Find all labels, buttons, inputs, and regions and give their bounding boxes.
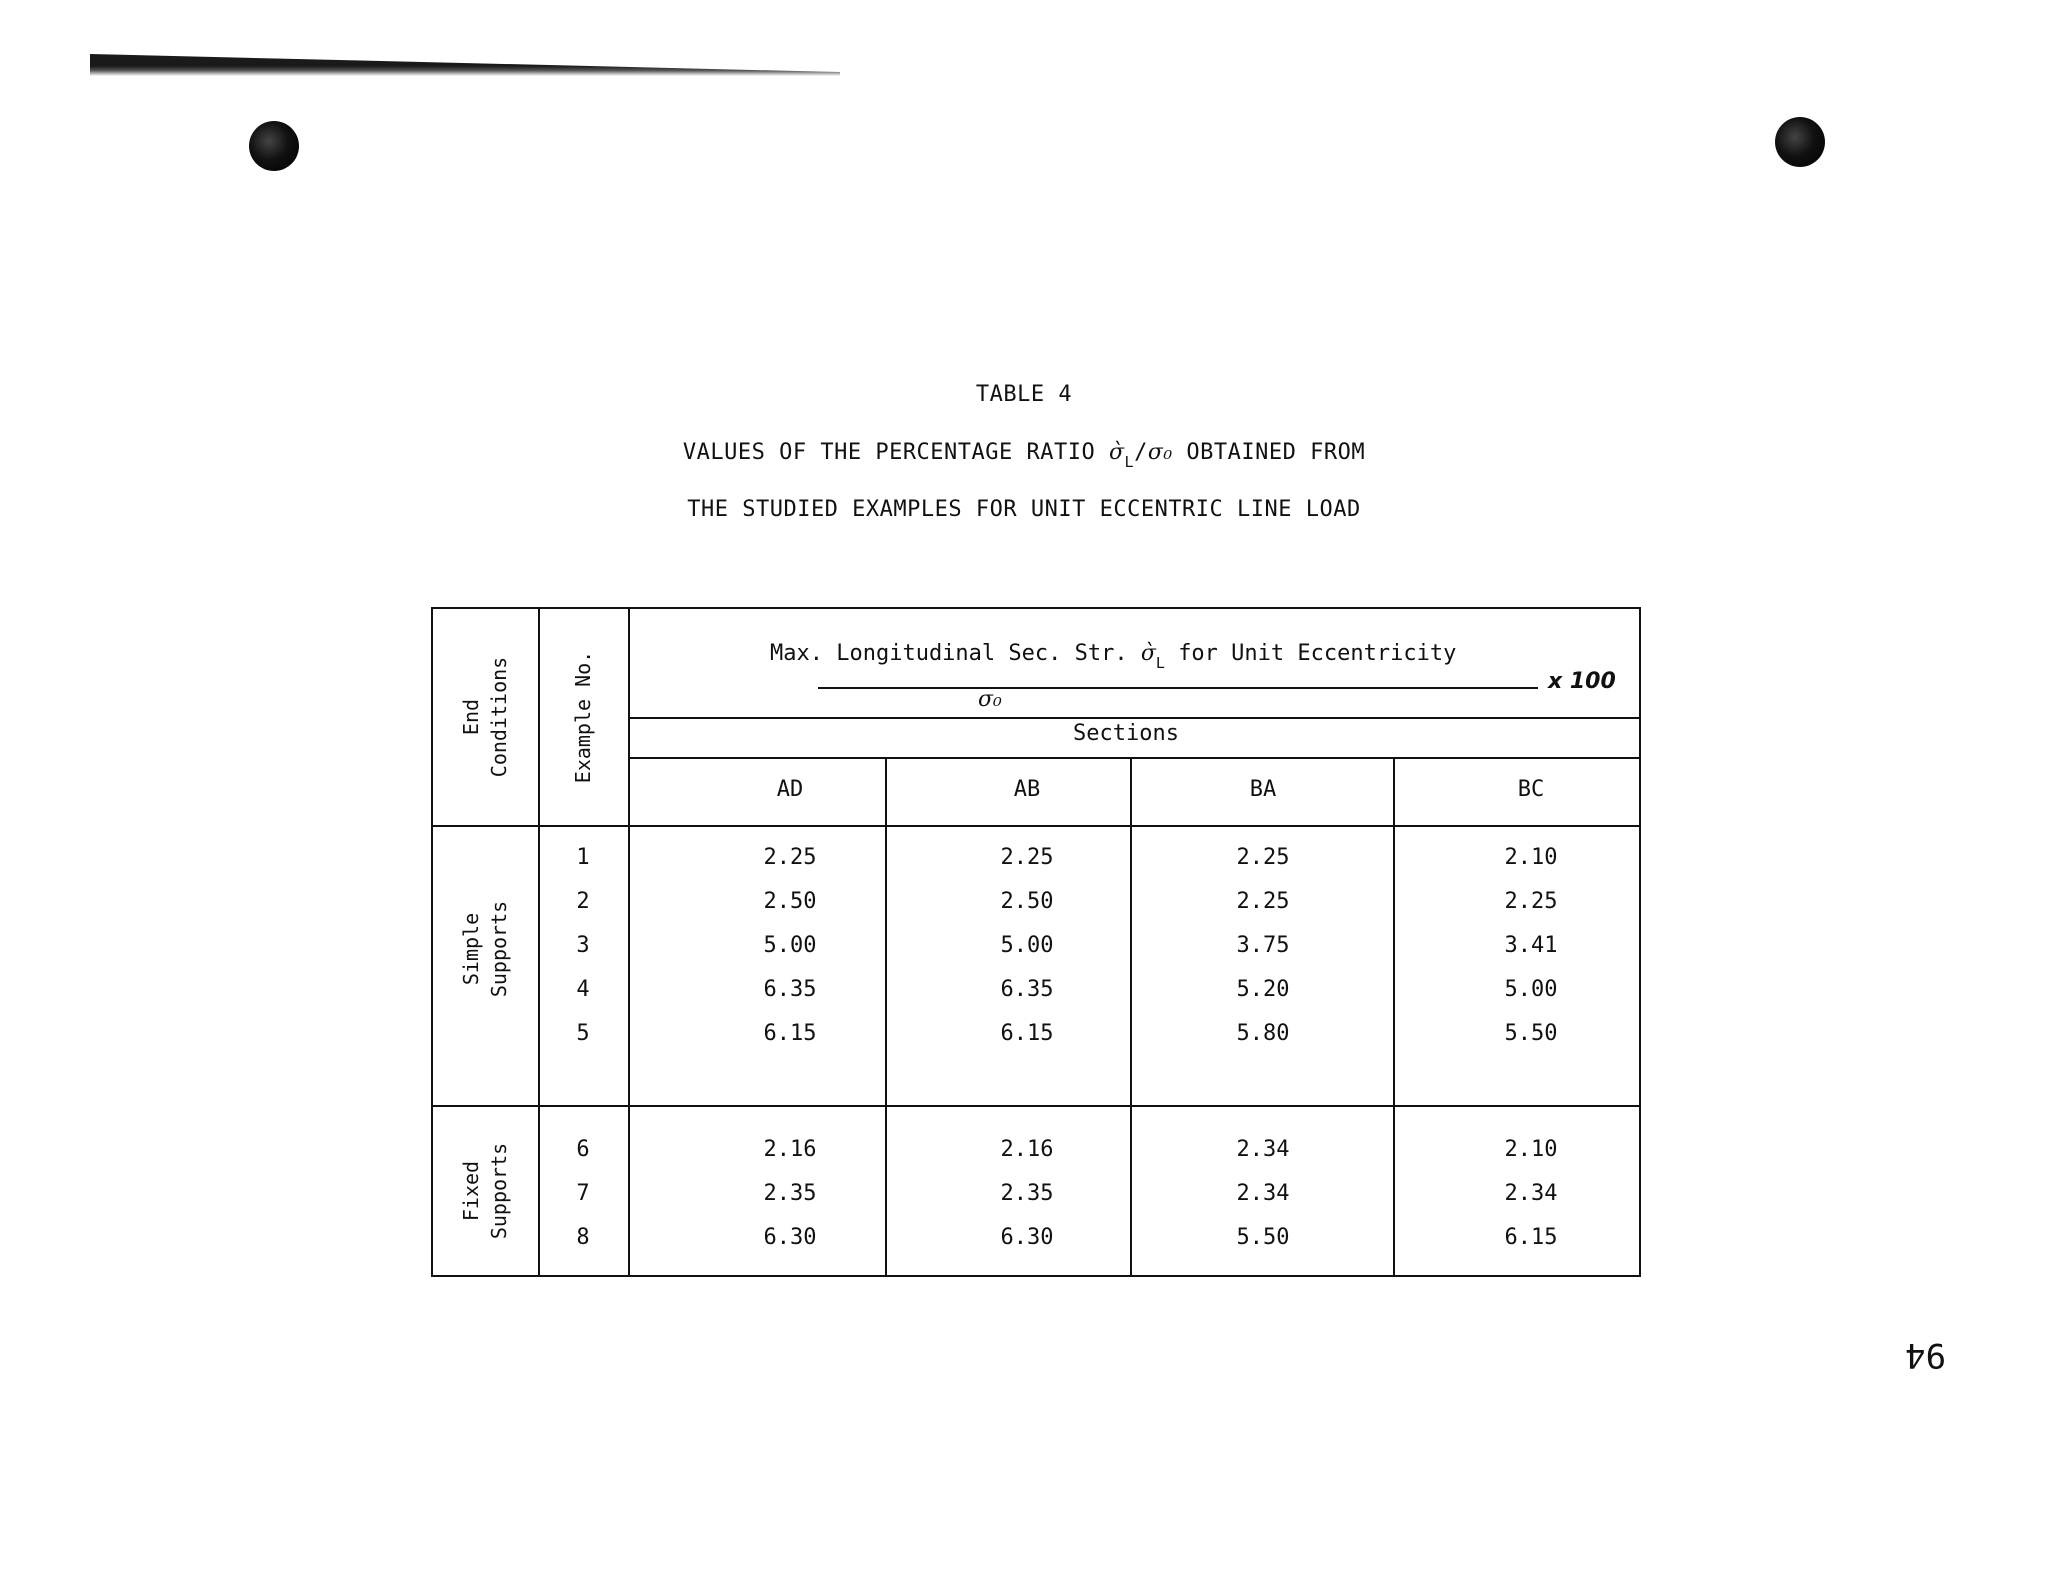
table-cell: 2.25 <box>1236 889 1290 914</box>
header-end-conditions <box>457 657 513 777</box>
table-title-line-2: THE STUDIED EXAMPLES FOR UNIT ECCENTRIC LINE LOAD <box>687 497 1361 522</box>
title-text-pre: VALUES OF THE PERCENTAGE RATIO <box>682 440 1096 465</box>
table-cell: 5.00 <box>763 933 817 958</box>
ratio-slash: / <box>1134 440 1148 465</box>
table-cell: 5.80 <box>1236 1021 1290 1046</box>
formula-multiplier: x 100 <box>1548 669 1616 694</box>
section-header-ab: AB <box>1013 777 1041 802</box>
table-cell: 2.34 <box>1504 1181 1558 1206</box>
formula-sigma: σ̀ <box>1140 641 1156 666</box>
table-cell: 2.16 <box>763 1137 817 1162</box>
formula-post: for Unit Eccentricity <box>1178 641 1457 666</box>
formula-denominator: σ₀ <box>978 687 1002 712</box>
table-cell: 2.10 <box>1504 845 1558 870</box>
group-label: Simple Supports <box>459 900 511 998</box>
table-cell: 2.50 <box>763 889 817 914</box>
table-cell: 5.50 <box>1504 1021 1558 1046</box>
section-header-bc: BC <box>1517 777 1545 802</box>
table-label: TABLE 4 <box>975 382 1073 407</box>
group-fixed-supports <box>457 1143 513 1239</box>
col-divider <box>1130 757 1132 1275</box>
table-cell: 2.25 <box>1504 889 1558 914</box>
table-cell: 5.50 <box>1236 1225 1290 1250</box>
example-number: 1 <box>576 845 590 870</box>
sections-label: Sections <box>1073 721 1179 746</box>
table-cell: 5.00 <box>1000 933 1054 958</box>
col-divider <box>538 609 540 1275</box>
punch-hole-right <box>1775 117 1825 167</box>
table-title-line-1 <box>0 440 2048 471</box>
header-example-no: Example No. <box>571 650 595 784</box>
group-divider <box>433 1105 1639 1107</box>
header-bottom-rule <box>433 825 1639 827</box>
example-number: 8 <box>576 1225 590 1250</box>
col-divider <box>1393 757 1395 1275</box>
table-cell: 2.16 <box>1000 1137 1054 1162</box>
table-cell: 2.50 <box>1000 889 1054 914</box>
table-cell: 2.25 <box>763 845 817 870</box>
table-cell: 6.15 <box>1000 1021 1054 1046</box>
row-divider <box>628 717 1639 719</box>
example-number: 3 <box>576 933 590 958</box>
punch-hole-left <box>249 121 299 171</box>
example-number: 2 <box>576 889 590 914</box>
sigma-l-subscript: L <box>1124 453 1135 471</box>
table-cell: 2.34 <box>1236 1137 1290 1162</box>
table-cell: 2.25 <box>1236 845 1290 870</box>
table-cell: 3.75 <box>1236 933 1290 958</box>
formula-pre: Max. Longitudinal Sec. Str. <box>770 641 1128 666</box>
scan-artifact-bar <box>90 54 840 76</box>
table-cell: 5.00 <box>1504 977 1558 1002</box>
group-label: Fixed Supports <box>459 1142 511 1240</box>
table-cell: 3.41 <box>1504 933 1558 958</box>
table-cell: 2.10 <box>1504 1137 1558 1162</box>
formula-subscript: L <box>1155 654 1165 672</box>
data-table <box>431 607 1641 1277</box>
fraction-bar <box>818 687 1538 689</box>
col-divider <box>885 757 887 1275</box>
table-cell: 6.35 <box>763 977 817 1002</box>
col-divider <box>628 609 630 1275</box>
example-number: 7 <box>576 1181 590 1206</box>
table-cell: 2.35 <box>763 1181 817 1206</box>
example-number: 5 <box>576 1021 590 1046</box>
section-header-ba: BA <box>1249 777 1277 802</box>
title-text-post: OBTAINED FROM <box>1186 440 1366 465</box>
sigma-l-symbol: σ̀ <box>1109 440 1125 465</box>
table-cell: 6.15 <box>763 1021 817 1046</box>
example-number: 4 <box>576 977 590 1002</box>
table-cell: 2.25 <box>1000 845 1054 870</box>
sigma-0-symbol: σ₀ <box>1147 440 1173 465</box>
table-cell: 6.30 <box>763 1225 817 1250</box>
table-cell: 6.35 <box>1000 977 1054 1002</box>
table-cell: 2.35 <box>1000 1181 1054 1206</box>
end-cond-label: End Conditions <box>459 656 511 778</box>
row-divider <box>628 757 1639 759</box>
table-cell: 6.15 <box>1504 1225 1558 1250</box>
table-cell: 2.34 <box>1236 1181 1290 1206</box>
example-number: 6 <box>576 1137 590 1162</box>
formula-numerator <box>770 641 1456 672</box>
group-simple-supports <box>457 901 513 997</box>
table-cell: 6.30 <box>1000 1225 1054 1250</box>
page-number: 94 <box>1905 1335 1946 1375</box>
table-cell: 5.20 <box>1236 977 1290 1002</box>
section-header-ad: AD <box>776 777 804 802</box>
